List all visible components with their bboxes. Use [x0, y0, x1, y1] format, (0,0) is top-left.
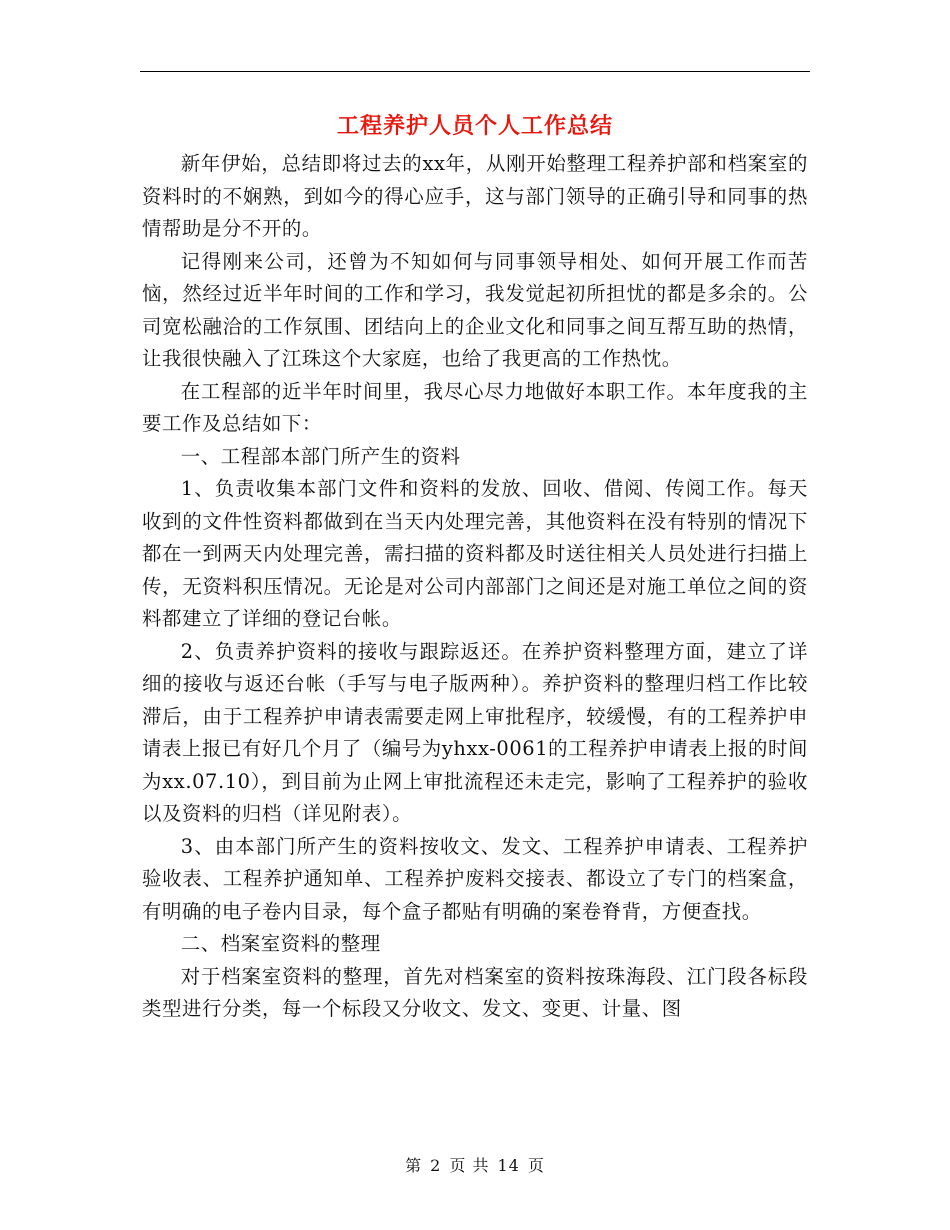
- footer-prefix: 第: [405, 1156, 423, 1175]
- total-page-count: 14: [497, 1156, 520, 1175]
- page-number-footer: [0, 1153, 950, 1176]
- document-title: 工程养护人员个人工作总结: [336, 113, 613, 139]
- current-page-number: 2: [430, 1156, 442, 1175]
- section-heading: 一、工程部本部门所产生的资料: [180, 444, 461, 468]
- document-body: [142, 148, 808, 1026]
- paragraph: 在工程部的近半年时间里，我尽心尽力地做好本职工作。本年度我的主要工作及总结如下：: [142, 379, 808, 435]
- footer-suffix: 页: [527, 1156, 545, 1175]
- paragraph: 3、由本部门所产生的资料按收文、发文、工程养护申请表、工程养护验收表、工程养护通知单、工程养护废料交接表、都设立了专门的档案盒，有明确的电子卷内目录，每个盒子都贴有明确的案卷脊背，方便查找。: [142, 834, 808, 923]
- paragraph: 对于档案室资料的整理，首先对档案室的资料按珠海段、江门段各标段类型进行分类，每一个标段又分收文、发文、变更、计量、图: [142, 964, 808, 1020]
- paragraph: 2、负责养护资料的接收与跟踪返还。在养护资料整理方面，建立了详细的接收与返还台帐（手写与电子版两种）。养护资料的整理归档工作比较滞后，由于工程养护申请表需要走网上审批程序，较缓慢，有的工程养护申请表上报已有好几个月了（编号为yhxx-0061的工程养护申请表上报的时间为xx.07.10），到目前为止网上审批流程还未走完，影响了工程养护的验收以及资料的归档（详见附表）。: [142, 639, 809, 825]
- section-heading: 二、档案室资料的整理: [180, 932, 381, 955]
- footer-middle: 页 共: [449, 1156, 490, 1175]
- paragraph: 新年伊始，总结即将过去的xx年，从刚开始整理工程养护部和档案室的资料时的不娴熟，到如今的得心应手，这与部门领导的正确引导和同事的热情帮助是分不开的。: [142, 152, 808, 240]
- paragraph: 1、负责收集本部门文件和资料的发放、回收、借阅、传阅工作。每天收到的文件性资料都做到在当天内处理完善，其他资料在没有特别的情况下都在一到两天内处理完善，需扫描的资料都及时送往相关人员处进行扫描上传，无资料积压情况。无论是对公司内部部门之间还是对施工单位之间的资料都建立了详细的登记台帐。: [142, 477, 808, 630]
- header-rule: [140, 71, 810, 72]
- paragraph: 记得刚来公司，还曾为不知如何与同事领导相处、如何开展工作而苦恼，然经过近半年时间的工作和学习，我发觉起初所担忧的都是多余的。公司宽松融洽的工作氛围、团结向上的企业文化和同事之间互帮互助的热情，让我很快融入了江珠这个大家庭，也给了我更高的工作热忱。: [142, 249, 808, 370]
